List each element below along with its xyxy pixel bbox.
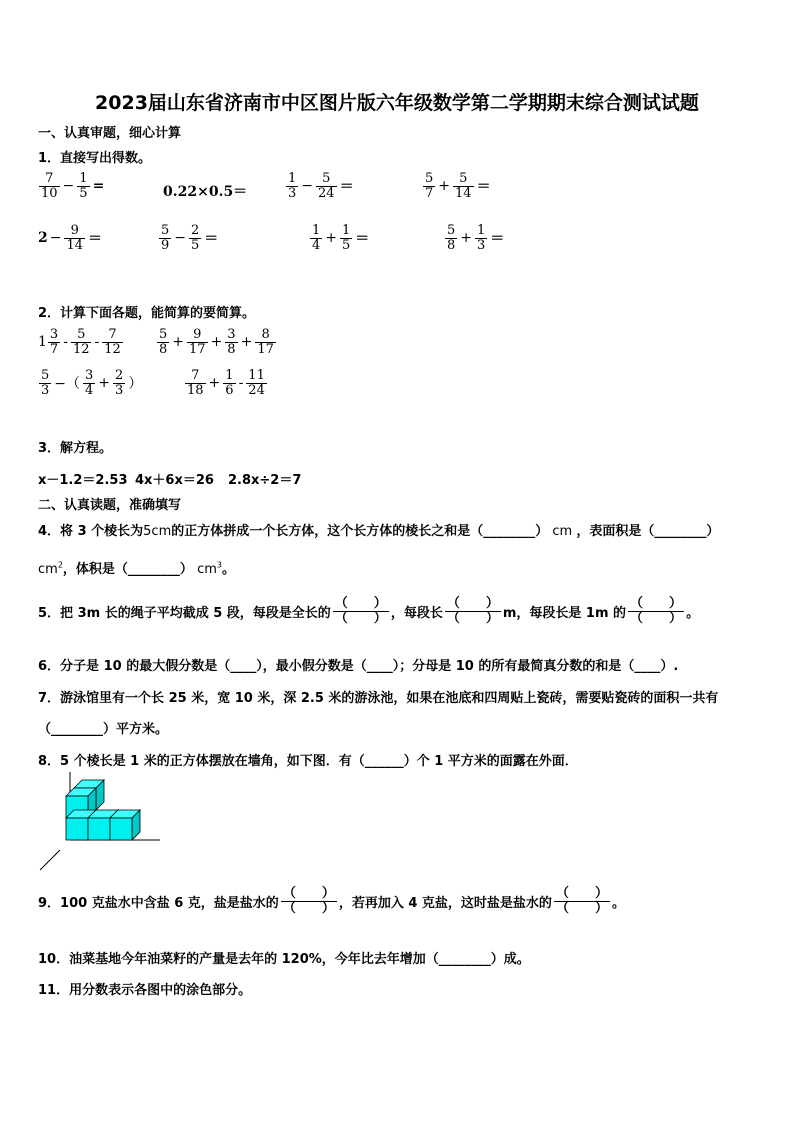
cube-face bbox=[88, 818, 110, 840]
question-4-line-2: $cm^2$，体积是（________） $cm^3$。 bbox=[38, 560, 235, 577]
fraction: $\frac{5}{24}$ bbox=[318, 171, 335, 201]
question-4-line-1: 4．将 3 个棱长为5cm的正方体拼成一个长方体，这个长方体的棱长之和是（________） cm ，表面积是（________） bbox=[38, 524, 720, 539]
fraction: $\frac{3}{4}$ bbox=[85, 368, 94, 398]
fraction: $\frac{7}{12}$ bbox=[104, 327, 121, 357]
q3-equation-3: 2.8x÷2＝7 bbox=[228, 473, 302, 488]
q1-expr-8: $\frac{5}{8}$ + $\frac{1}{3}$ ＝ bbox=[447, 223, 505, 253]
question-7-line-2: （________）平方米。 bbox=[38, 722, 169, 737]
blank-fraction: （ ） （ ） bbox=[555, 886, 608, 917]
question-3-label: 3．解方程。 bbox=[38, 441, 113, 456]
fraction: $\frac{3}{8}$ bbox=[227, 327, 236, 357]
fraction: $\frac{5}{14}$ bbox=[455, 171, 472, 201]
q1-expr-3: $\frac{1}{3}$ − $\frac{5}{24}$ ＝ bbox=[288, 171, 354, 201]
question-11: 11．用分数表示各图中的涂色部分。 bbox=[38, 983, 252, 998]
fraction: $\frac{7}{10}$ bbox=[41, 171, 58, 201]
fraction: $\frac{1}{4}$ bbox=[312, 223, 321, 253]
q2-expr-1: 1 $\frac{3}{7}$ - $\frac{5}{12}$ - $\frac{7}{12}$ bbox=[38, 327, 121, 357]
section-2-heading: 二、认真读题，准确填写 bbox=[38, 498, 182, 513]
q1-expr-7: $\frac{1}{4}$ + $\frac{1}{5}$ ＝ bbox=[312, 223, 370, 253]
fraction: $\frac{2}{3}$ bbox=[115, 368, 124, 398]
q2-expr-2: $\frac{5}{8}$ + $\frac{9}{17}$ + $\frac{3}{8}$ + $\frac{8}{17}$ bbox=[159, 327, 274, 357]
question-8: 8．5 个棱长是 1 米的正方体摆放在墙角，如下图．有（______）个 1 平方米的面露在外面． bbox=[38, 754, 578, 769]
q2-expr-3: $\frac{5}{3}$ −（ $\frac{3}{4}$ + $\frac{2}{3}$ ） bbox=[41, 368, 143, 398]
q3-equation-2: 4x＋6x＝26 bbox=[135, 473, 214, 488]
question-1-label: 1．直接写出得数。 bbox=[38, 151, 152, 166]
question-9: 9．100 克盐水中含盐 6 克，盐是盐水的 （ ） （ ） ，若再加入 4 克盐，这时盐是盐水的 （ ） （ ） 。 bbox=[38, 886, 625, 917]
q2-expr-4: $\frac{7}{18}$ + $\frac{1}{6}$ - $\frac{11}{24}$ bbox=[187, 368, 265, 398]
fraction: $\frac{1}{5}$ bbox=[79, 171, 88, 201]
fraction: $\frac{1}{5}$ bbox=[342, 223, 351, 253]
q1-expr-6: $\frac{5}{9}$ − $\frac{2}{5}$ ＝ bbox=[161, 223, 219, 253]
question-6: 6．分子是 10 的最大假分数是（____），最小假分数是（____）；分母是 10 的所有最简真分数的和是（____）. bbox=[38, 659, 679, 674]
blank-fraction: （ ） （ ） bbox=[282, 886, 335, 917]
fraction: $\frac{1}{6}$ bbox=[225, 368, 234, 398]
fraction: $\frac{9}{17}$ bbox=[189, 327, 206, 357]
q3-equation-1: x－1.2＝2.53 bbox=[38, 473, 128, 488]
cube-face bbox=[66, 818, 88, 840]
fraction: $\frac{9}{14}$ bbox=[66, 223, 84, 253]
fraction: $\frac{5}{8}$ bbox=[447, 223, 456, 253]
fraction: $\frac{5}{3}$ bbox=[41, 368, 50, 398]
fraction: $\frac{5}{7}$ bbox=[425, 171, 434, 201]
fraction: $\frac{3}{7}$ bbox=[49, 327, 59, 357]
q1-expr-5: 2 − $\frac{9}{14}$ ＝ bbox=[38, 223, 103, 253]
question-7-line-1: 7．游泳馆里有一个长 25 米，宽 10 米，深 2.5 米的游泳池，如果在池底和四周贴上瓷砖，需要贴瓷砖的面积一共有 bbox=[38, 691, 719, 706]
blank-fraction: （ ） （ ） bbox=[630, 596, 683, 627]
section-1-heading: 一、认真审题，细心计算 bbox=[38, 126, 182, 141]
fraction: $\frac{11}{24}$ bbox=[248, 368, 265, 398]
page-title: 2023届山东省济南市中区图片版六年级数学第二学期期末综合测试试题 bbox=[95, 92, 699, 114]
fraction: $\frac{1}{3}$ bbox=[477, 223, 486, 253]
cube-face bbox=[110, 818, 132, 840]
question-10: 10．油菜基地今年油菜籽的产量是去年的 120%，今年比去年增加（________）成。 bbox=[38, 952, 530, 967]
fraction: $\frac{7}{18}$ bbox=[187, 368, 204, 398]
fraction: $\frac{1}{3}$ bbox=[288, 171, 297, 201]
fraction: $\frac{2}{5}$ bbox=[191, 223, 200, 253]
cubes bbox=[66, 780, 140, 840]
question-2-label: 2．计算下面各题，能简算的要简算。 bbox=[38, 306, 256, 321]
blank-fraction: （ ） （ ） bbox=[334, 596, 387, 627]
fraction: $\frac{5}{8}$ bbox=[159, 327, 168, 357]
q1-expr-1: $\frac{7}{10}$ − $\frac{1}{5}$ = bbox=[41, 171, 105, 201]
fraction: $\frac{5}{9}$ bbox=[161, 223, 170, 253]
corner-cubes-figure bbox=[38, 770, 162, 874]
blank-fraction: （ ） （ ） bbox=[446, 596, 499, 627]
fraction: $\frac{8}{17}$ bbox=[257, 327, 274, 357]
fraction: $\frac{5}{12}$ bbox=[72, 327, 90, 357]
q1-expr-2: 0.22×0.5＝ bbox=[163, 184, 248, 200]
q1-expr-4: $\frac{5}{7}$ + $\frac{5}{14}$ ＝ bbox=[425, 171, 491, 201]
question-5: 5．把 3m 长的绳子平均截成 5 段，每段是全长的 （ ） （ ） ，每段长 （ ） （ ） m，每段长是 1m 的 （ ） （ ） 。 bbox=[38, 596, 700, 627]
